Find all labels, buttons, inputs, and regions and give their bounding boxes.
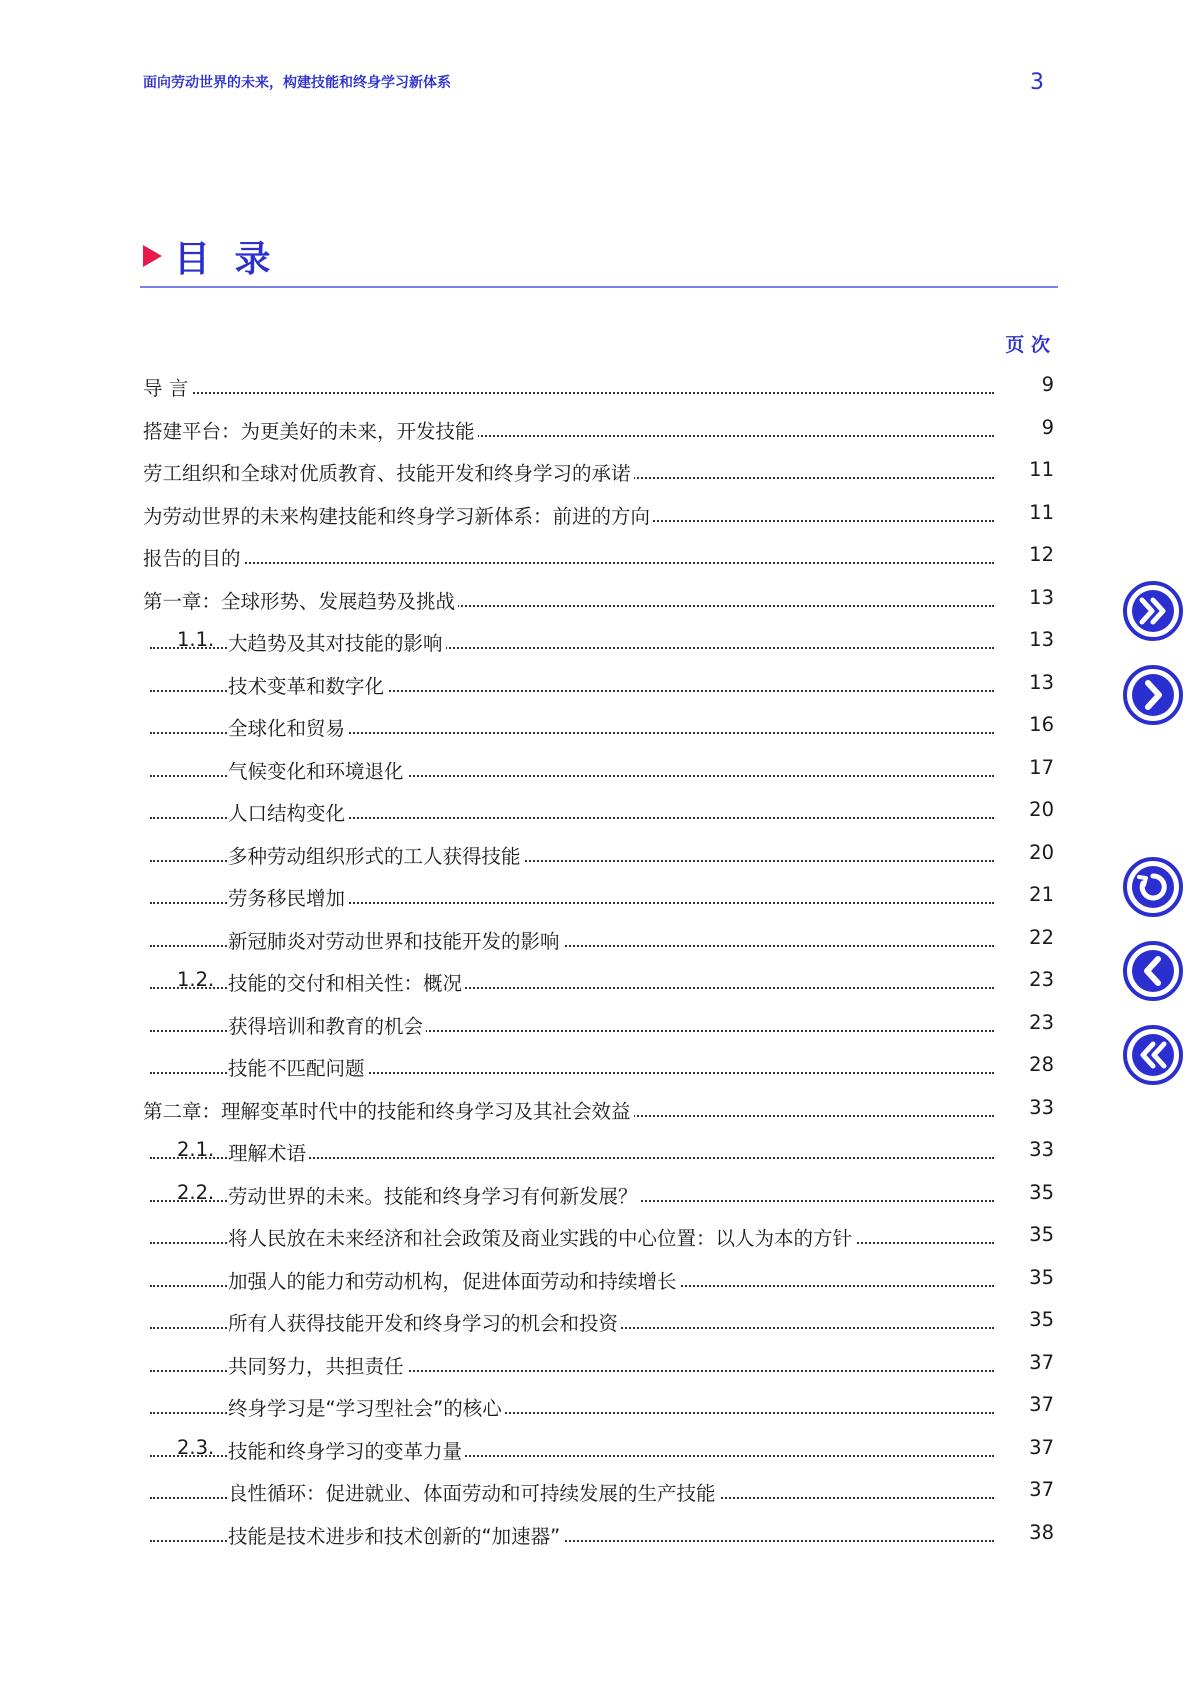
- toc-entry-label: 多种劳动组织形式的工人获得技能: [228, 841, 524, 869]
- chevron-left-icon: [1122, 940, 1184, 1002]
- first-page-button[interactable]: [1122, 1024, 1184, 1086]
- toc-entry-page: 35: [1029, 1180, 1054, 1204]
- toc-entry[interactable]: [0, 1343, 1191, 1386]
- toc-entry-page: 37: [1029, 1435, 1054, 1459]
- toc-entry[interactable]: [0, 790, 1191, 833]
- toc-entry-page: 11: [1029, 500, 1054, 524]
- running-header-title: 面向劳动世界的未来，构建技能和终身学习新体系: [143, 75, 451, 91]
- toc-entry-page: 38: [1029, 1520, 1054, 1544]
- toc-entry-label: 技能是技术进步和技术创新的“加速器”: [228, 1521, 563, 1549]
- toc-entry-label: 第二章：理解变革时代中的技能和终身学习及其社会效益: [143, 1096, 634, 1124]
- toc-entry[interactable]: [0, 1215, 1191, 1258]
- toc-entry-label: 搭建平台：为更美好的未来，开发技能: [143, 416, 478, 444]
- toc-entry-page: 16: [1029, 713, 1054, 736]
- toc-entry-page: 23: [1029, 1010, 1054, 1034]
- toc-entry-label: 劳务移民增加: [228, 883, 348, 911]
- toc-entry-label: 全球化和贸易: [228, 713, 348, 741]
- toc-entry[interactable]: [0, 620, 1191, 663]
- toc-entry-page: 13: [1029, 585, 1054, 609]
- toc-entry[interactable]: [0, 450, 1191, 493]
- toc-entry-label: 所有人获得技能开发和终身学习的机会和投资: [228, 1308, 621, 1336]
- toc-entry-label: 技能和终身学习的变革力量: [228, 1436, 465, 1464]
- toc-entry[interactable]: [0, 493, 1191, 536]
- dot-leader: [150, 562, 994, 564]
- toc-entry-label: 气候变化和环境退化: [228, 756, 407, 784]
- toc-entry[interactable]: [0, 875, 1191, 918]
- toc-entry-label: 获得培训和教育的机会: [228, 1011, 426, 1039]
- toc-entry[interactable]: [0, 408, 1191, 451]
- toc-entry-page: 28: [1029, 1053, 1054, 1076]
- dot-leader: [150, 392, 994, 394]
- toc-entry-label: 终身学习是“学习型社会”的核心: [228, 1393, 505, 1421]
- toc-entry[interactable]: [0, 1173, 1191, 1216]
- toc-entry[interactable]: [0, 1088, 1191, 1131]
- toc-entry-number: 2.1.: [177, 1138, 215, 1161]
- toc-entry[interactable]: [0, 960, 1191, 1003]
- toc-entry-page: 37: [1029, 1478, 1054, 1501]
- toc-entry-label: 大趋势及其对技能的影响: [228, 628, 446, 656]
- toc-entry-page: 35: [1029, 1223, 1054, 1246]
- last-page-button[interactable]: [1122, 580, 1184, 642]
- toc-entry-number: 2.3.: [177, 1435, 215, 1459]
- toc-entry[interactable]: [0, 1513, 1191, 1556]
- toc-entry[interactable]: [0, 1300, 1191, 1343]
- next-page-button[interactable]: [1122, 664, 1184, 726]
- toc-entry[interactable]: [0, 833, 1191, 876]
- toc-entry-number: 2.2.: [177, 1180, 215, 1204]
- toc-entry-page: 23: [1029, 968, 1054, 991]
- toc-entry-label: 劳工组织和全球对优质教育、技能开发和终身学习的承诺: [143, 458, 634, 486]
- toc-entry-page: 35: [1029, 1265, 1054, 1289]
- toc-entry-page: 20: [1029, 840, 1054, 864]
- toc-entry[interactable]: [0, 1385, 1191, 1428]
- toc-entry-label: 人口结构变化: [228, 798, 348, 826]
- toc-entry-label: 技能不匹配问题: [228, 1053, 368, 1081]
- toc-entry[interactable]: [0, 535, 1191, 578]
- double-chevron-left-icon: [1122, 1024, 1184, 1086]
- toc-entry-label: 共同努力，共担责任: [228, 1351, 407, 1379]
- toc-entry-label: 为劳动世界的未来构建技能和终身学习新体系：前进的方向: [143, 501, 653, 529]
- toc-entry-page: 35: [1029, 1308, 1054, 1331]
- toc-entry[interactable]: [0, 365, 1191, 408]
- toc-entry-page: 20: [1029, 798, 1054, 821]
- toc-entry[interactable]: [0, 578, 1191, 621]
- toc-entry[interactable]: [0, 705, 1191, 748]
- toc-entry-label: 劳动世界的未来。技能和终身学习有何新发展？: [228, 1181, 641, 1209]
- toc-entry-label: 良性循环：促进就业、体面劳动和可持续发展的生产技能: [228, 1478, 719, 1506]
- toc-entry-page: 9: [1041, 373, 1054, 396]
- toc-entry-page: 17: [1029, 755, 1054, 779]
- toc-entry-number: 1.2.: [177, 968, 215, 991]
- page-number: 3: [1030, 70, 1044, 95]
- title-divider: [140, 286, 1058, 288]
- toc-entry-page: 13: [1029, 628, 1054, 651]
- toc-entry-page: 11: [1029, 458, 1054, 481]
- toc-entry[interactable]: [0, 1428, 1191, 1471]
- toc-entry-page: 22: [1029, 925, 1054, 949]
- page-column-label: 页 次: [1005, 334, 1050, 356]
- toc-heading: [143, 230, 277, 282]
- toc-entry-label: 加强人的能力和劳动机构，促进体面劳动和持续增长: [228, 1266, 680, 1294]
- toc-entry-label: 技术变革和数字化: [228, 671, 387, 699]
- toc-entry[interactable]: [0, 1130, 1191, 1173]
- toc-entry-label: 报告的目的: [143, 543, 244, 571]
- toc-entry-page: 37: [1029, 1350, 1054, 1374]
- toc-entry-page: 21: [1029, 883, 1054, 906]
- toc-entry[interactable]: [0, 1045, 1191, 1088]
- toc-entry-label: 第一章：全球形势、发展趋势及挑战: [143, 586, 458, 614]
- triangle-marker-icon: [143, 245, 162, 267]
- toc-entry-page: 9: [1041, 415, 1054, 439]
- previous-page-button[interactable]: [1122, 940, 1184, 1002]
- toc-entry[interactable]: [0, 1003, 1191, 1046]
- back-button[interactable]: [1122, 856, 1184, 918]
- toc-entry-page: 13: [1029, 670, 1054, 694]
- toc-entry[interactable]: [0, 1258, 1191, 1301]
- toc-entry-label: 将人民放在未来经济和社会政策及商业实践的中心位置：以人为本的方针: [228, 1223, 855, 1251]
- toc-entry-label: 技能的交付和相关性：概况: [228, 968, 465, 996]
- toc-entry[interactable]: [0, 663, 1191, 706]
- toc-entry-page: 12: [1029, 543, 1054, 566]
- toc-entry-label: 导 言: [143, 373, 191, 401]
- table-of-contents: [0, 365, 1191, 1555]
- toc-entry-number: 1.1.: [177, 628, 215, 651]
- toc-entry-label: 新冠肺炎对劳动世界和技能开发的影响: [228, 926, 563, 954]
- toc-entry[interactable]: [0, 1470, 1191, 1513]
- toc-entry[interactable]: [0, 918, 1191, 961]
- return-arrow-icon: [1122, 856, 1184, 918]
- toc-entry-page: 37: [1029, 1393, 1054, 1416]
- toc-title: 目 录: [174, 238, 277, 280]
- toc-entry-label: 理解术语: [228, 1138, 309, 1166]
- toc-entry[interactable]: [0, 748, 1191, 791]
- double-chevron-right-icon: [1122, 580, 1184, 642]
- toc-entry-page: 33: [1029, 1138, 1054, 1161]
- chevron-right-icon: [1122, 664, 1184, 726]
- toc-entry-page: 33: [1029, 1095, 1054, 1119]
